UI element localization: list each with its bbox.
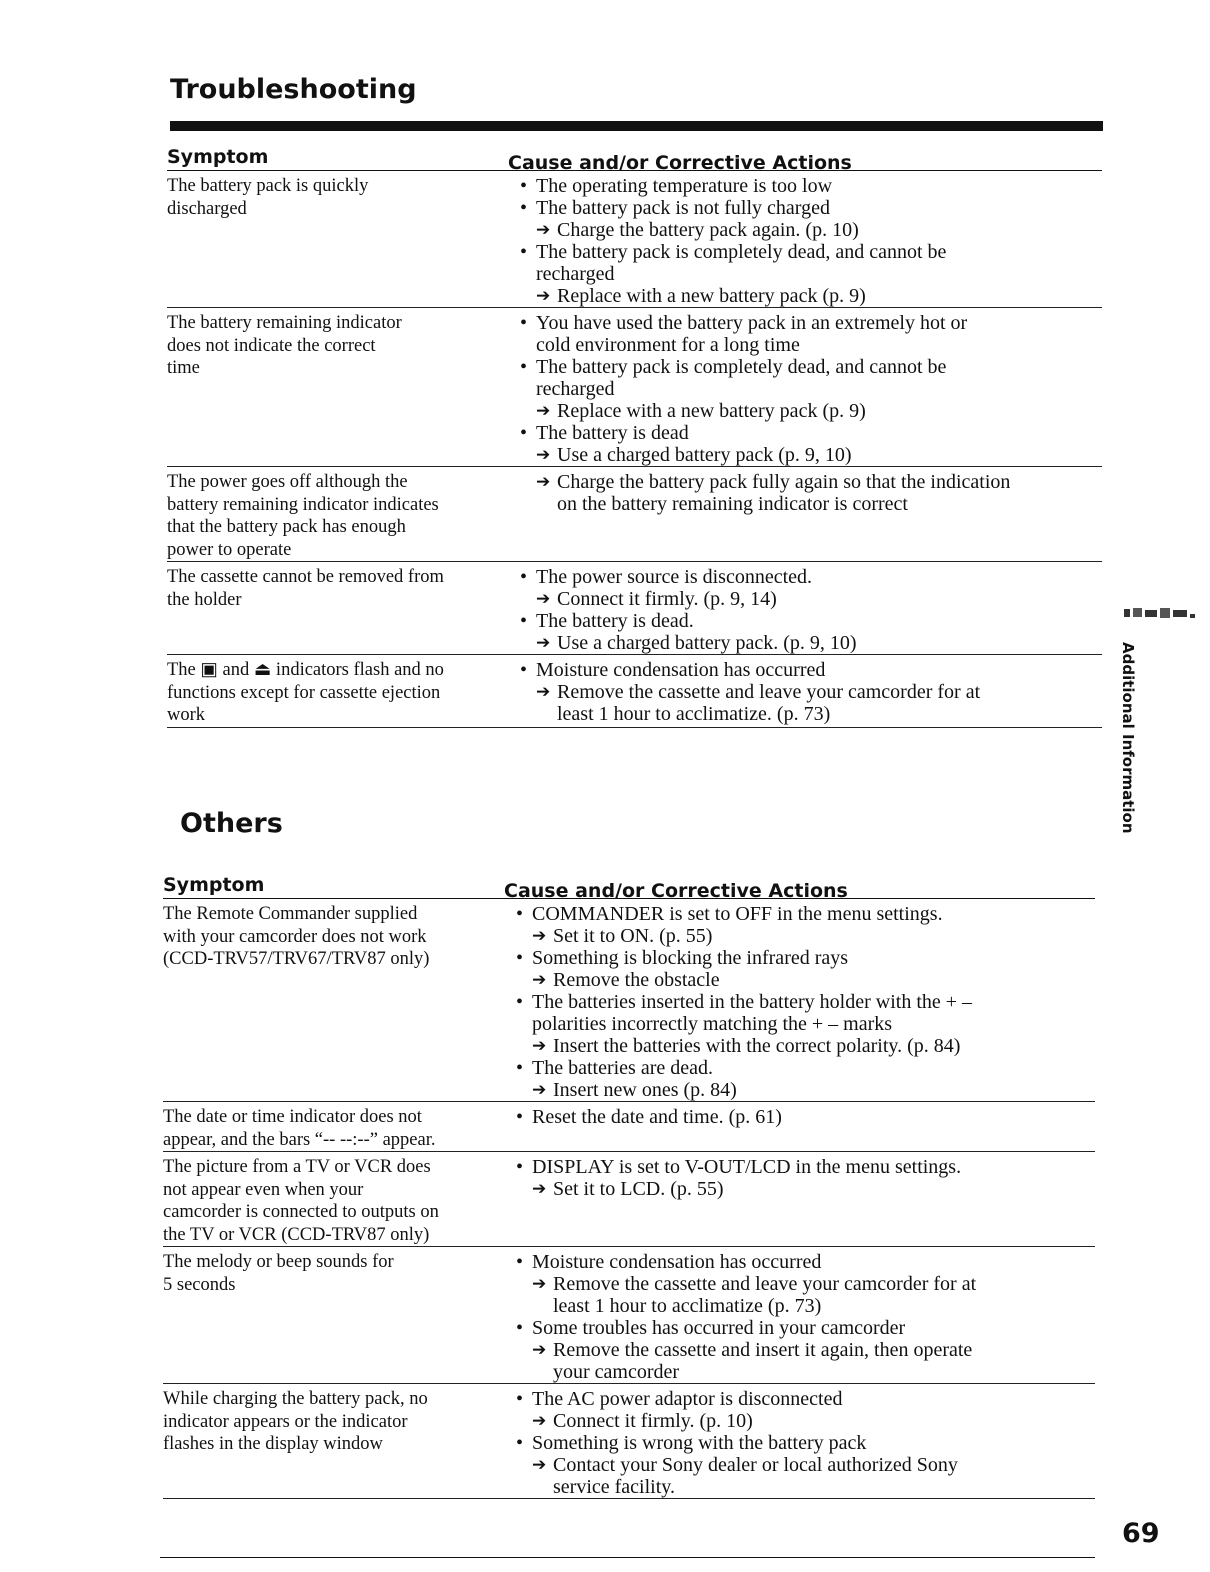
cause-line: Set it to ON. (p. 55) [553, 925, 713, 947]
cause-line: Connect it firmly. (p. 9, 14) [557, 588, 777, 610]
cause-cell [517, 655, 1102, 727]
cause-line: service facility. [553, 1476, 675, 1498]
cause-line: • DISPLAY is set to V-OUT/LCD in the menu settings. [532, 1156, 962, 1178]
cause-bullet [517, 422, 1102, 444]
table-row [167, 171, 1102, 307]
cause-line: • The battery is dead. [536, 610, 694, 632]
cause-line: recharged [536, 263, 615, 285]
cause-line: on the battery remaining indicator is correct [557, 493, 908, 515]
cause-line: • Something is wrong with the battery pack [532, 1432, 867, 1454]
symptom-line: flashes in the display window [163, 1434, 383, 1454]
corrective-action [513, 969, 1095, 991]
cause-line: • The battery pack is completely dead, and cannot be [536, 241, 947, 263]
cause-line: Use a charged battery pack. (p. 9, 10) [557, 632, 857, 654]
symptom-line: While charging the battery pack, no [163, 1389, 428, 1409]
cause-bullet [513, 1251, 1095, 1273]
title-rule [170, 121, 1103, 131]
symptom-line: The battery pack is quickly [167, 176, 369, 196]
cause-line: • The batteries inserted in the battery holder with the + – [532, 991, 973, 1013]
cause-cell [513, 899, 1095, 1101]
corrective-action [517, 400, 1102, 422]
corrective-action [517, 444, 1102, 466]
symptom-cell [163, 1247, 513, 1383]
page-number: 69 [1122, 1518, 1160, 1549]
tab-marker-icon [1122, 606, 1196, 620]
table-header [167, 146, 1102, 174]
symptom-cell [163, 899, 513, 1101]
side-tab [1113, 636, 1143, 840]
cause-cell [517, 171, 1102, 307]
symptom-line: The power goes off although the [167, 472, 408, 492]
arrow-icon: ➔ [532, 1036, 547, 1055]
symptom-cell [167, 171, 517, 307]
corrective-action [513, 1410, 1095, 1432]
arrow-icon: ➔ [532, 1411, 547, 1430]
cause-bullet [517, 566, 1102, 588]
symptom-line: The cassette cannot be removed from [167, 567, 444, 587]
cause-line: • The battery pack is not fully charged [536, 197, 830, 219]
symptom-line: with your camcorder does not work [163, 926, 427, 947]
cause-cell [513, 1247, 1095, 1383]
symptom-line: indicator appears or the indicator [163, 1411, 408, 1432]
corrective-action [517, 219, 1102, 241]
cause-line: Remove the obstacle [553, 969, 720, 991]
cause-line: • Some troubles has occurred in your camcorder [532, 1317, 906, 1339]
cause-bullet [513, 1106, 1095, 1128]
symptom-cell [163, 1102, 513, 1151]
symptom-cell [163, 1152, 513, 1246]
symptom-line: The battery remaining indicator [167, 313, 402, 333]
corrective-action [513, 1339, 1095, 1383]
section-title-troubleshooting: Troubleshooting [170, 74, 417, 105]
cause-line: • The operating temperature is too low [536, 175, 833, 197]
cause-cell [513, 1152, 1095, 1246]
symptom-line: power to operate [167, 539, 292, 560]
cause-line: polarities incorrectly matching the + – marks [532, 1013, 893, 1035]
corrective-action [513, 1273, 1095, 1317]
corrective-action [517, 681, 1102, 725]
cause-line: Replace with a new battery pack (p. 9) [557, 400, 866, 422]
cause-line: recharged [536, 378, 615, 400]
symptom-cell [163, 1384, 513, 1498]
symptom-line: functions except for cassette ejection [167, 682, 441, 703]
arrow-icon: ➔ [536, 445, 551, 464]
cause-bullet [513, 1432, 1095, 1454]
corrective-action [517, 471, 1102, 515]
cause-line: • You have used the battery pack in an extremely hot or [536, 312, 968, 334]
symptom-cell [167, 467, 517, 561]
corrective-action [513, 1178, 1095, 1200]
symptom-line: appear, and the bars “-- --:--” appear. [163, 1129, 436, 1150]
others-table [163, 874, 1095, 1499]
side-tab-label: Additional Information [1119, 642, 1137, 834]
table-end-rule [163, 1498, 1095, 1499]
symptom-line: The Remote Commander supplied [163, 904, 418, 924]
table-end-rule [167, 727, 1102, 728]
cause-bullet [517, 610, 1102, 632]
symptom-cell [167, 562, 517, 654]
table-row [167, 654, 1102, 727]
symptom-line: time [167, 358, 200, 378]
symptom-cell [167, 308, 517, 466]
arrow-icon: ➔ [536, 472, 551, 491]
symptom-line: 5 seconds [163, 1274, 236, 1295]
cause-line: Replace with a new battery pack (p. 9) [557, 285, 866, 307]
table-row [163, 1151, 1095, 1246]
cause-line: Remove the cassette and insert it again, then operate [553, 1339, 973, 1361]
cause-bullet [513, 991, 1095, 1035]
cause-line: least 1 hour to acclimatize (p. 73) [553, 1295, 822, 1317]
table-row [163, 1101, 1095, 1151]
corrective-action [513, 1454, 1095, 1498]
cause-bullet [517, 241, 1102, 285]
corrective-action [513, 925, 1095, 947]
cause-bullet [517, 197, 1102, 219]
cause-line: • Moisture condensation has occurred [536, 659, 826, 681]
cause-line: Remove the cassette and leave your camcorder for at [553, 1273, 977, 1295]
symptom-line: The picture from a TV or VCR does [163, 1157, 431, 1177]
arrow-icon: ➔ [536, 682, 551, 701]
cause-bullet [517, 175, 1102, 197]
arrow-icon: ➔ [536, 401, 551, 420]
cause-cell [513, 1102, 1095, 1151]
symptom-header: Symptom [163, 874, 265, 896]
symptom-line: discharged [167, 198, 247, 219]
troubleshooting-table [167, 146, 1102, 728]
arrow-icon: ➔ [532, 1179, 547, 1198]
table-row [163, 899, 1095, 1101]
cause-cell [517, 467, 1102, 561]
section-title-others: Others [180, 808, 283, 839]
table-body [163, 899, 1095, 1499]
arrow-icon: ➔ [532, 1274, 547, 1293]
table-row [163, 1383, 1095, 1498]
cause-bullet [513, 1317, 1095, 1339]
table-row [167, 307, 1102, 466]
table-row [167, 561, 1102, 654]
symptom-cell [167, 655, 517, 727]
cause-line: • The battery is dead [536, 422, 689, 444]
symptom-line: The melody or beep sounds for [163, 1252, 394, 1272]
arrow-icon: ➔ [536, 220, 551, 239]
symptom-header: Symptom [167, 146, 269, 168]
symptom-line: (CCD-TRV57/TRV67/TRV87 only) [163, 949, 430, 969]
cause-line: Remove the cassette and leave your camcorder for at [557, 681, 981, 703]
cause-line: Contact your Sony dealer or local authorized Sony [553, 1454, 958, 1476]
symptom-line: does not indicate the correct [167, 335, 376, 356]
cause-line: Charge the battery pack fully again so that the indication [557, 471, 1011, 493]
cause-line: Set it to LCD. (p. 55) [553, 1178, 724, 1200]
table-row [167, 466, 1102, 561]
bottom-rule [160, 1557, 1095, 1558]
symptom-line: The ▣ and ⏏ indicators flash and no [167, 660, 444, 680]
corrective-action [513, 1079, 1095, 1101]
cause-bullet [517, 659, 1102, 681]
cause-line: least 1 hour to acclimatize. (p. 73) [557, 703, 831, 725]
arrow-icon: ➔ [536, 589, 551, 608]
arrow-icon: ➔ [532, 1080, 547, 1099]
cause-cell [517, 562, 1102, 654]
cause-bullet [513, 1057, 1095, 1079]
cause-header: Cause and/or Corrective Actions [508, 152, 852, 174]
cause-line: cold environment for a long time [536, 334, 800, 356]
cause-line: • COMMANDER is set to OFF in the menu settings. [532, 903, 943, 925]
cause-cell [513, 1384, 1095, 1498]
cause-bullet [517, 356, 1102, 400]
arrow-icon: ➔ [536, 633, 551, 652]
cause-line: Use a charged battery pack (p. 9, 10) [557, 444, 852, 466]
cause-line: • The power source is disconnected. [536, 566, 813, 588]
cause-line: your camcorder [553, 1361, 680, 1383]
cause-line: • The battery pack is completely dead, and cannot be [536, 356, 947, 378]
table-header [163, 874, 1095, 902]
table-body [167, 171, 1102, 728]
symptom-line: the holder [167, 589, 242, 610]
symptom-line: The date or time indicator does not [163, 1107, 422, 1127]
symptom-line: that the battery pack has enough [167, 517, 406, 537]
cause-line: • Something is blocking the infrared rays [532, 947, 849, 969]
symptom-line: work [167, 705, 206, 725]
cause-line: Insert the batteries with the correct polarity. (p. 84) [553, 1035, 961, 1057]
arrow-icon: ➔ [532, 970, 547, 989]
symptom-line: the TV or VCR (CCD-TRV87 only) [163, 1224, 430, 1245]
symptom-line: camcorder is connected to outputs on [163, 1202, 439, 1222]
cause-line: • The batteries are dead. [532, 1057, 714, 1079]
cause-bullet [517, 312, 1102, 356]
arrow-icon: ➔ [532, 926, 547, 945]
arrow-icon: ➔ [532, 1455, 547, 1474]
cause-header: Cause and/or Corrective Actions [504, 880, 848, 902]
corrective-action [517, 285, 1102, 307]
cause-line: Connect it firmly. (p. 10) [553, 1410, 753, 1432]
corrective-action [517, 588, 1102, 610]
cause-line: • The AC power adaptor is disconnected [532, 1388, 843, 1410]
symptom-line: not appear even when your [163, 1179, 364, 1200]
arrow-icon: ➔ [536, 286, 551, 305]
cause-bullet [513, 1388, 1095, 1410]
table-row [163, 1246, 1095, 1383]
cause-line: • Moisture condensation has occurred [532, 1251, 822, 1273]
cause-bullet [513, 903, 1095, 925]
corrective-action [513, 1035, 1095, 1057]
cause-cell [517, 308, 1102, 466]
arrow-icon: ➔ [532, 1340, 547, 1359]
symptom-line: battery remaining indicator indicates [167, 494, 439, 515]
cause-line: Charge the battery pack again. (p. 10) [557, 219, 859, 241]
cause-line: Insert new ones (p. 84) [553, 1079, 737, 1101]
cause-line: • Reset the date and time. (p. 61) [532, 1106, 782, 1128]
cause-bullet [513, 947, 1095, 969]
corrective-action [517, 632, 1102, 654]
cause-bullet [513, 1156, 1095, 1178]
